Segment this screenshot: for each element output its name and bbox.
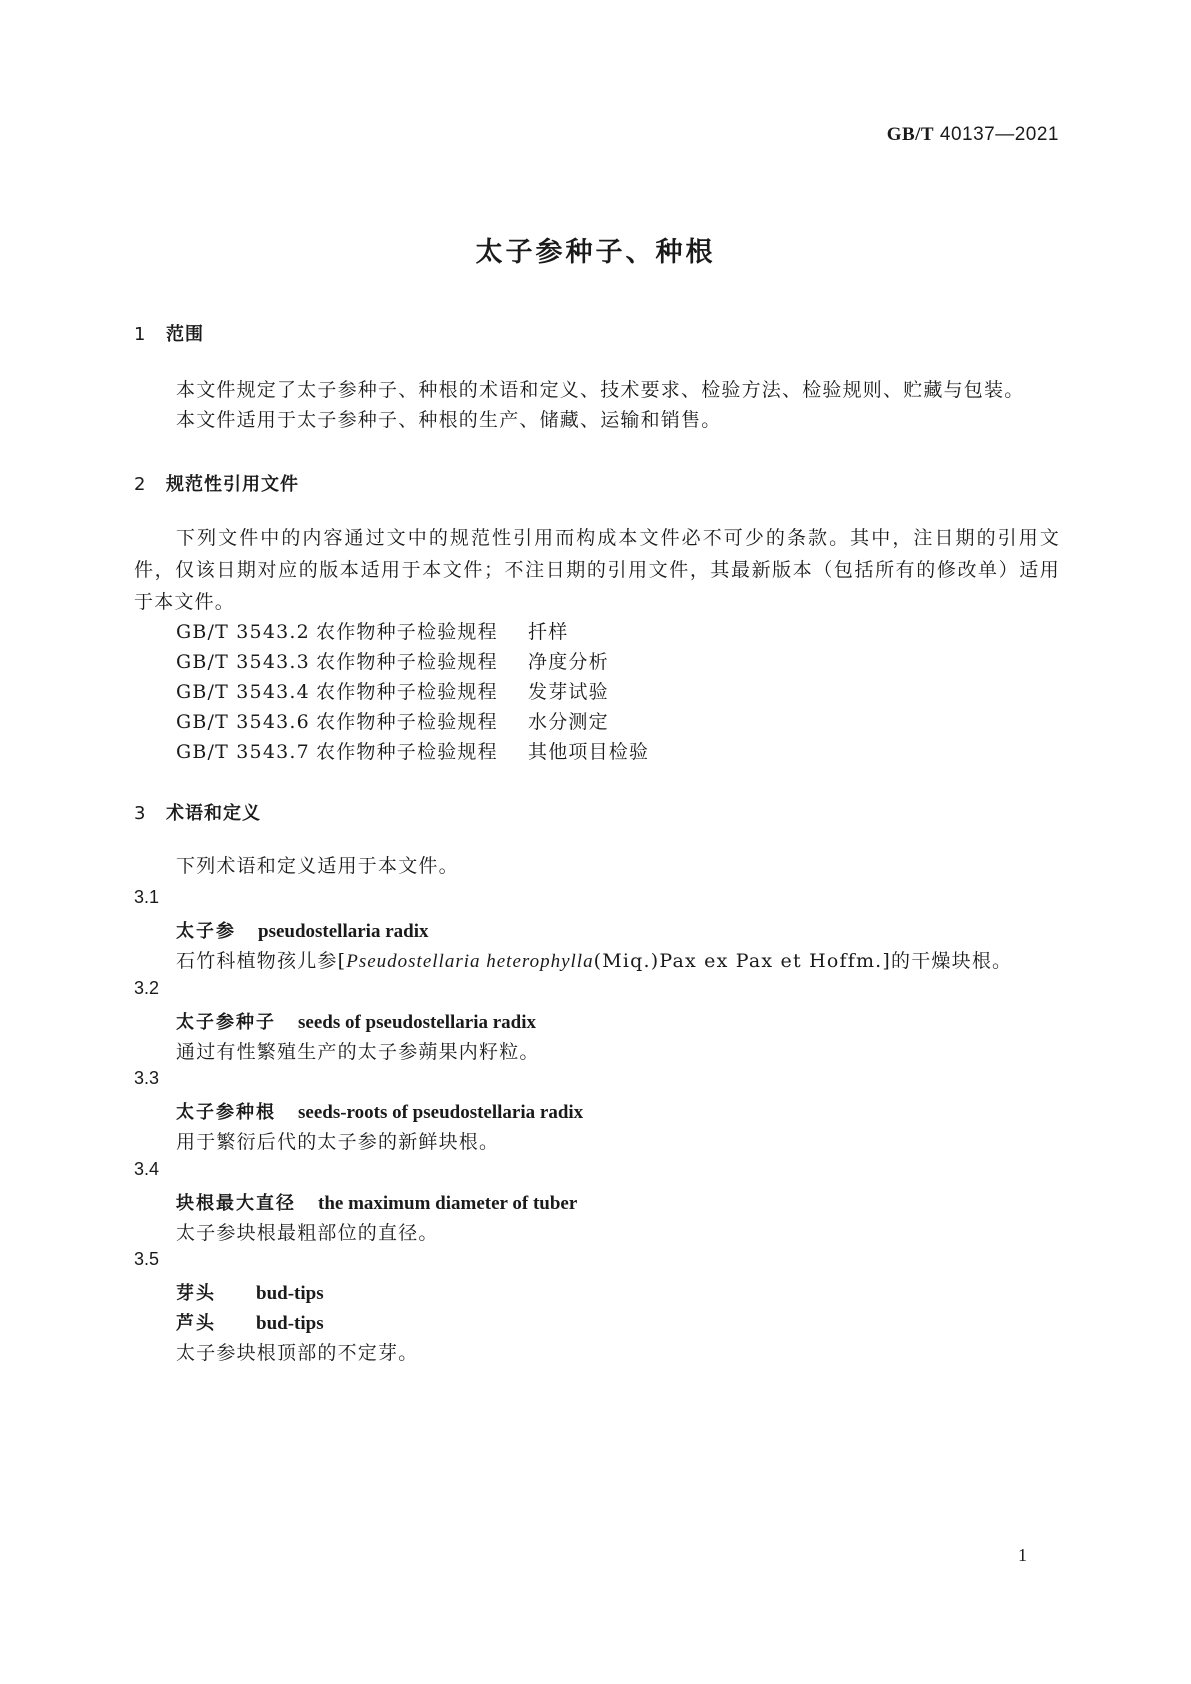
clause-number: 3.2 [134,978,160,998]
term-entry: 块根最大直径 the maximum diameter of tuber [176,1193,578,1214]
section-3-heading: 3 术语和定义 [134,803,261,824]
page-number: 1 [1018,1545,1027,1565]
standard-code: GB/T 40137—2021 [886,124,1059,145]
reference-row: GB/T 3543.7 农作物种子检验规程 其他项目检验 [176,741,650,763]
term-entry-synonym: 芦头 bud-tips [176,1313,324,1334]
term-definition: 石竹科植物孩儿参[Pseudostellaria heterophylla(Miq.)Pax ex Pax et Hoffm.]的干燥块根。 [176,950,1013,972]
reference-row: GB/T 3543.2 农作物种子检验规程 扦样 [176,621,569,643]
term-definition: 用于繁衍后代的太子参的新鲜块根。 [176,1131,500,1153]
clause-number: 3.5 [134,1249,160,1269]
section-1-heading: 1 范围 [134,324,204,345]
reference-row: GB/T 3543.6 农作物种子检验规程 水分测定 [176,711,609,733]
document-title: 太子参种子、种根 [475,237,716,268]
clause-number: 3.4 [134,1159,160,1179]
term-definition: 通过有性繁殖生产的太子参蒴果内籽粒。 [176,1041,540,1063]
term-entry: 太子参 pseudostellaria radix [176,921,429,942]
term-entry: 太子参种根 seeds-roots of pseudostellaria radix [176,1102,584,1123]
term-entry: 芽头 bud-tips [176,1283,324,1304]
clause-number: 3.3 [134,1068,160,1088]
section-2-intro: 下列文件中的内容通过文中的规范性引用而构成本文件必不可少的条款。其中，注日期的引用文件，仅该日期对应的版本适用于本文件；不注日期的引用文件，其最新版本（包括所有的修改单）适用于本文件。 [134,527,1060,613]
reference-row: GB/T 3543.3 农作物种子检验规程 净度分析 [176,651,609,673]
term-definition: 太子参块根最粗部位的直径。 [176,1222,439,1244]
term-definition: 太子参块根顶部的不定芽。 [176,1342,419,1364]
reference-row: GB/T 3543.4 农作物种子检验规程 发芽试验 [176,681,609,703]
term-entry: 太子参种子 seeds of pseudostellaria radix [176,1012,537,1033]
section-2-heading: 2 规范性引用文件 [134,474,299,495]
section-1-paragraph: 本文件规定了太子参种子、种根的术语和定义、技术要求、检验方法、检验规则、贮藏与包装。 [176,379,1025,401]
section-1-paragraph: 本文件适用于太子参种子、种根的生产、储藏、运输和销售。 [176,409,722,431]
section-3-intro: 下列术语和定义适用于本文件。 [176,855,459,877]
clause-number: 3.1 [134,887,160,907]
